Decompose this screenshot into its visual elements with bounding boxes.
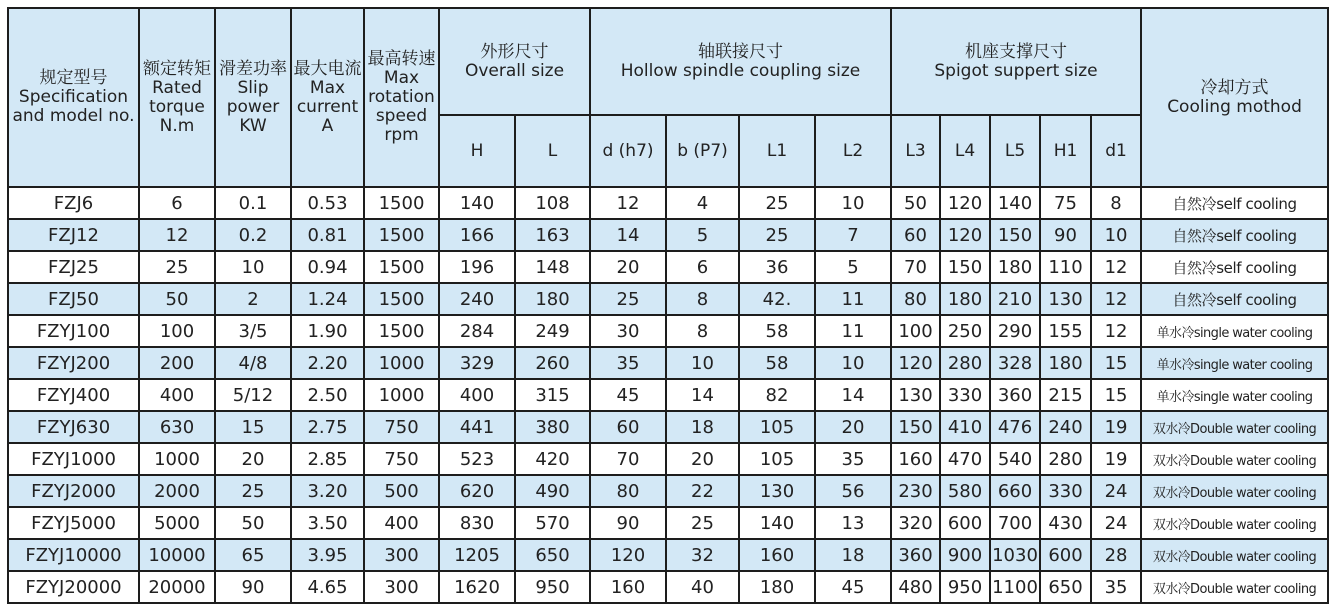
cell-model: FZYJ10000 [8, 539, 139, 571]
table-row [8, 443, 1328, 475]
cell-d: 160 [590, 571, 666, 603]
cell-d: 120 [590, 539, 666, 571]
cell-b: 6 [666, 251, 739, 283]
cell-l5: 700 [990, 507, 1040, 539]
header-speed-cn: 最高转速 [367, 49, 436, 69]
cell-d1: 12 [1091, 315, 1141, 347]
cell-cooling: 双水冷Double water cooling [1141, 507, 1328, 539]
header-hollow-en: Hollow spindle coupling size [620, 60, 861, 81]
cell-l4: 950 [940, 571, 990, 603]
cell-l3: 80 [891, 283, 940, 315]
cell-l4: 250 [940, 315, 990, 347]
table-body [8, 187, 1328, 603]
cell-h: 284 [439, 315, 515, 347]
cell-d1: 35 [1091, 571, 1141, 603]
cell-l1: 180 [739, 571, 815, 603]
cell-l3: 60 [891, 219, 940, 251]
cell-l3: 160 [891, 443, 940, 475]
cell-l1: 160 [739, 539, 815, 571]
cell-model: FZJ25 [8, 251, 139, 283]
cell-speed: 300 [364, 539, 439, 571]
cell-l1: 58 [739, 315, 815, 347]
cell-current: 3.50 [291, 507, 364, 539]
cell-l3: 50 [891, 187, 940, 219]
cell-current: 1.24 [291, 283, 364, 315]
cell-d1: 24 [1091, 475, 1141, 507]
cell-slip-power: 20 [215, 443, 291, 475]
header-slip-en: Slip power KW [226, 77, 280, 136]
specification-table [7, 7, 1329, 604]
cell-l4: 330 [940, 379, 990, 411]
cell-h1: 600 [1040, 539, 1091, 571]
header-torque [139, 8, 215, 187]
table-row [8, 411, 1328, 443]
cell-l2: 14 [815, 379, 891, 411]
table-row [8, 187, 1328, 219]
cell-d: 45 [590, 379, 666, 411]
header-slip [215, 8, 291, 187]
header-current [291, 8, 364, 187]
cell-l2: 20 [815, 411, 891, 443]
cell-torque: 400 [139, 379, 215, 411]
cell-l3: 100 [891, 315, 940, 347]
cell-current: 0.94 [291, 251, 364, 283]
cell-torque: 1000 [139, 443, 215, 475]
cell-h: 1620 [439, 571, 515, 603]
cell-l5: 360 [990, 379, 1040, 411]
cell-speed: 400 [364, 507, 439, 539]
cell-l5: 150 [990, 219, 1040, 251]
cell-h1: 430 [1040, 507, 1091, 539]
cell-l3: 120 [891, 347, 940, 379]
table-row [8, 475, 1328, 507]
cell-d1: 28 [1091, 539, 1141, 571]
cell-b: 4 [666, 187, 739, 219]
cell-l: 108 [515, 187, 590, 219]
cell-l1: 36 [739, 251, 815, 283]
cell-current: 2.85 [291, 443, 364, 475]
cell-current: 0.81 [291, 219, 364, 251]
cell-slip-power: 5/12 [215, 379, 291, 411]
cell-torque: 25 [139, 251, 215, 283]
header-speed-en: Max rotation speed rpm [368, 68, 435, 145]
cell-l: 650 [515, 539, 590, 571]
cell-slip-power: 90 [215, 571, 291, 603]
cell-d: 60 [590, 411, 666, 443]
cell-speed: 1500 [364, 315, 439, 347]
cell-torque: 2000 [139, 475, 215, 507]
header-model [8, 8, 139, 187]
cell-l: 315 [515, 379, 590, 411]
cell-l4: 120 [940, 187, 990, 219]
cell-cooling: 自然冷self cooling [1141, 187, 1328, 219]
cell-slip-power: 50 [215, 507, 291, 539]
cell-b: 14 [666, 379, 739, 411]
cell-d: 90 [590, 507, 666, 539]
cell-slip-power: 25 [215, 475, 291, 507]
cell-l3: 70 [891, 251, 940, 283]
cell-slip-power: 10 [215, 251, 291, 283]
cell-h1: 180 [1040, 347, 1091, 379]
cell-l: 249 [515, 315, 590, 347]
cell-cooling: 双水冷Double water cooling [1141, 443, 1328, 475]
header-slip-cn: 滑差功率 [219, 58, 287, 79]
header-overall-size [439, 8, 590, 115]
cell-d1: 12 [1091, 283, 1141, 315]
cell-d: 35 [590, 347, 666, 379]
cell-d: 25 [590, 283, 666, 315]
cell-speed: 1000 [364, 347, 439, 379]
cell-b: 8 [666, 283, 739, 315]
cell-l5: 1100 [990, 571, 1040, 603]
header-model-en: Specification and model no. [12, 87, 135, 126]
cell-speed: 1500 [364, 219, 439, 251]
header-col-l4: L4 [940, 115, 990, 187]
header-col-d1: d1 [1091, 115, 1141, 187]
header-col-l: L [515, 115, 590, 187]
table-row [8, 347, 1328, 379]
cell-h: 523 [439, 443, 515, 475]
cell-cooling: 双水冷Double water cooling [1141, 571, 1328, 603]
cell-slip-power: 0.2 [215, 219, 291, 251]
cell-d1: 12 [1091, 251, 1141, 283]
cell-l2: 11 [815, 315, 891, 347]
cell-cooling: 自然冷self cooling [1141, 251, 1328, 283]
header-col-l1: L1 [739, 115, 815, 187]
cell-current: 2.50 [291, 379, 364, 411]
cell-l5: 180 [990, 251, 1040, 283]
cell-d: 20 [590, 251, 666, 283]
table-row [8, 379, 1328, 411]
cell-slip-power: 2 [215, 283, 291, 315]
cell-torque: 50 [139, 283, 215, 315]
cell-l1: 105 [739, 411, 815, 443]
cell-model: FZYJ2000 [8, 475, 139, 507]
cell-l2: 11 [815, 283, 891, 315]
cell-l4: 280 [940, 347, 990, 379]
cell-b: 40 [666, 571, 739, 603]
cell-l4: 900 [940, 539, 990, 571]
cell-h1: 650 [1040, 571, 1091, 603]
cell-d: 30 [590, 315, 666, 347]
cell-current: 2.75 [291, 411, 364, 443]
cell-l3: 360 [891, 539, 940, 571]
cell-l1: 105 [739, 443, 815, 475]
cell-current: 1.90 [291, 315, 364, 347]
table-row [8, 507, 1328, 539]
cell-d1: 15 [1091, 347, 1141, 379]
header-speed [364, 8, 439, 187]
cell-cooling: 双水冷Double water cooling [1141, 539, 1328, 571]
cell-model: FZJ50 [8, 283, 139, 315]
cell-torque: 12 [139, 219, 215, 251]
cell-l3: 320 [891, 507, 940, 539]
cell-h: 166 [439, 219, 515, 251]
cell-l3: 230 [891, 475, 940, 507]
cell-l: 950 [515, 571, 590, 603]
cell-torque: 10000 [139, 539, 215, 571]
cell-l: 180 [515, 283, 590, 315]
table-row [8, 539, 1328, 571]
cell-l1: 25 [739, 187, 815, 219]
cell-b: 5 [666, 219, 739, 251]
cell-l4: 470 [940, 443, 990, 475]
cell-l4: 600 [940, 507, 990, 539]
cell-model: FZYJ630 [8, 411, 139, 443]
cell-model: FZYJ5000 [8, 507, 139, 539]
cell-h: 140 [439, 187, 515, 219]
header-spigot-cn: 机座支撑尺寸 [965, 41, 1068, 62]
cell-cooling: 单水冷single water cooling [1141, 379, 1328, 411]
cell-l2: 10 [815, 187, 891, 219]
table-row [8, 315, 1328, 347]
header-col-l2: L2 [815, 115, 891, 187]
cell-d1: 10 [1091, 219, 1141, 251]
header-model-cn: 规定型号 [39, 68, 108, 88]
cell-l3: 130 [891, 379, 940, 411]
header-col-d: d (h7) [590, 115, 666, 187]
cell-l2: 35 [815, 443, 891, 475]
cell-l4: 180 [940, 283, 990, 315]
cell-l1: 58 [739, 347, 815, 379]
header-col-l3: L3 [891, 115, 940, 187]
header-hollow-cn: 轴联接尺寸 [698, 41, 783, 62]
header-torque-en: Rated torque N.m [149, 77, 205, 136]
cell-torque: 100 [139, 315, 215, 347]
cell-h: 441 [439, 411, 515, 443]
table-row [8, 283, 1328, 315]
cell-l: 260 [515, 347, 590, 379]
cell-h1: 240 [1040, 411, 1091, 443]
cell-l: 148 [515, 251, 590, 283]
cell-l: 163 [515, 219, 590, 251]
table-row [8, 219, 1328, 251]
header-cooling [1141, 8, 1328, 187]
cell-h: 329 [439, 347, 515, 379]
cell-l2: 18 [815, 539, 891, 571]
cell-slip-power: 3/5 [215, 315, 291, 347]
header-col-l5: L5 [990, 115, 1040, 187]
cell-speed: 750 [364, 443, 439, 475]
cell-h: 1205 [439, 539, 515, 571]
cell-l4: 120 [940, 219, 990, 251]
header-cooling-en: Cooling mothod [1167, 96, 1302, 117]
cell-speed: 1500 [364, 187, 439, 219]
cell-l1: 42. [739, 283, 815, 315]
header-overall-en: Overall size [464, 60, 565, 81]
cell-l4: 410 [940, 411, 990, 443]
cell-model: FZJ6 [8, 187, 139, 219]
cell-d: 80 [590, 475, 666, 507]
cell-d1: 24 [1091, 507, 1141, 539]
cell-b: 8 [666, 315, 739, 347]
cell-speed: 750 [364, 411, 439, 443]
cell-b: 10 [666, 347, 739, 379]
cell-model: FZYJ20000 [8, 571, 139, 603]
cell-torque: 630 [139, 411, 215, 443]
cell-b: 22 [666, 475, 739, 507]
cell-h: 240 [439, 283, 515, 315]
cell-cooling: 双水冷Double water cooling [1141, 475, 1328, 507]
cell-h: 400 [439, 379, 515, 411]
cell-d1: 19 [1091, 443, 1141, 475]
header-col-b: b (P7) [666, 115, 739, 187]
cell-current: 4.65 [291, 571, 364, 603]
cell-speed: 1500 [364, 283, 439, 315]
cell-l1: 130 [739, 475, 815, 507]
cell-cooling: 自然冷self cooling [1141, 219, 1328, 251]
header-current-cn: 最大电流 [293, 58, 362, 79]
cell-l2: 10 [815, 347, 891, 379]
table-row [8, 571, 1328, 603]
header-overall-cn: 外形尺寸 [480, 41, 549, 62]
cell-slip-power: 15 [215, 411, 291, 443]
cell-d: 70 [590, 443, 666, 475]
cell-l3: 480 [891, 571, 940, 603]
cell-h1: 90 [1040, 219, 1091, 251]
cell-speed: 300 [364, 571, 439, 603]
header-col-h: H [439, 115, 515, 187]
cell-h: 196 [439, 251, 515, 283]
cell-d1: 15 [1091, 379, 1141, 411]
cell-l5: 1030 [990, 539, 1040, 571]
cell-speed: 1500 [364, 251, 439, 283]
cell-h1: 280 [1040, 443, 1091, 475]
cell-current: 3.95 [291, 539, 364, 571]
cell-h1: 155 [1040, 315, 1091, 347]
cell-model: FZYJ100 [8, 315, 139, 347]
cell-d1: 19 [1091, 411, 1141, 443]
cell-l1: 82 [739, 379, 815, 411]
cell-h1: 330 [1040, 475, 1091, 507]
cell-l5: 660 [990, 475, 1040, 507]
header-spigot-support [891, 8, 1141, 115]
cell-cooling: 自然冷self cooling [1141, 283, 1328, 315]
cell-current: 2.20 [291, 347, 364, 379]
cell-d: 12 [590, 187, 666, 219]
cell-current: 0.53 [291, 187, 364, 219]
cell-b: 18 [666, 411, 739, 443]
cell-speed: 500 [364, 475, 439, 507]
cell-b: 20 [666, 443, 739, 475]
cell-h1: 75 [1040, 187, 1091, 219]
header-torque-cn: 额定转矩 [143, 58, 211, 79]
cell-l5: 476 [990, 411, 1040, 443]
cell-torque: 5000 [139, 507, 215, 539]
cell-l: 570 [515, 507, 590, 539]
cell-l1: 25 [739, 219, 815, 251]
cell-l1: 140 [739, 507, 815, 539]
cell-l2: 13 [815, 507, 891, 539]
cell-l5: 290 [990, 315, 1040, 347]
cell-l: 380 [515, 411, 590, 443]
cell-l5: 210 [990, 283, 1040, 315]
cell-l5: 140 [990, 187, 1040, 219]
cell-l4: 150 [940, 251, 990, 283]
cell-model: FZYJ400 [8, 379, 139, 411]
cell-slip-power: 0.1 [215, 187, 291, 219]
cell-d1: 8 [1091, 187, 1141, 219]
cell-l2: 56 [815, 475, 891, 507]
cell-l2: 7 [815, 219, 891, 251]
header-col-h1: H1 [1040, 115, 1091, 187]
cell-l2: 45 [815, 571, 891, 603]
cell-h1: 130 [1040, 283, 1091, 315]
header-cooling-cn: 冷却方式 [1200, 77, 1269, 98]
cell-cooling: 单水冷single water cooling [1141, 315, 1328, 347]
header-spigot-en: Spigot suppert size [934, 60, 1098, 81]
cell-d: 14 [590, 219, 666, 251]
cell-h1: 215 [1040, 379, 1091, 411]
cell-l3: 150 [891, 411, 940, 443]
cell-h1: 110 [1040, 251, 1091, 283]
cell-current: 3.20 [291, 475, 364, 507]
cell-h: 830 [439, 507, 515, 539]
cell-l2: 5 [815, 251, 891, 283]
cell-l: 490 [515, 475, 590, 507]
cell-model: FZYJ200 [8, 347, 139, 379]
cell-cooling: 双水冷Double water cooling [1141, 411, 1328, 443]
cell-l: 420 [515, 443, 590, 475]
cell-torque: 200 [139, 347, 215, 379]
cell-h: 620 [439, 475, 515, 507]
cell-l4: 580 [940, 475, 990, 507]
header-hollow-spindle [590, 8, 891, 115]
cell-l5: 540 [990, 443, 1040, 475]
cell-cooling: 单水冷single water cooling [1141, 347, 1328, 379]
cell-b: 32 [666, 539, 739, 571]
cell-torque: 6 [139, 187, 215, 219]
table-row [8, 251, 1328, 283]
cell-b: 25 [666, 507, 739, 539]
cell-model: FZJ12 [8, 219, 139, 251]
cell-l5: 328 [990, 347, 1040, 379]
cell-slip-power: 4/8 [215, 347, 291, 379]
cell-speed: 1000 [364, 379, 439, 411]
header-current-en: Max current A [296, 77, 359, 136]
cell-slip-power: 65 [215, 539, 291, 571]
cell-torque: 20000 [139, 571, 215, 603]
cell-model: FZYJ1000 [8, 443, 139, 475]
